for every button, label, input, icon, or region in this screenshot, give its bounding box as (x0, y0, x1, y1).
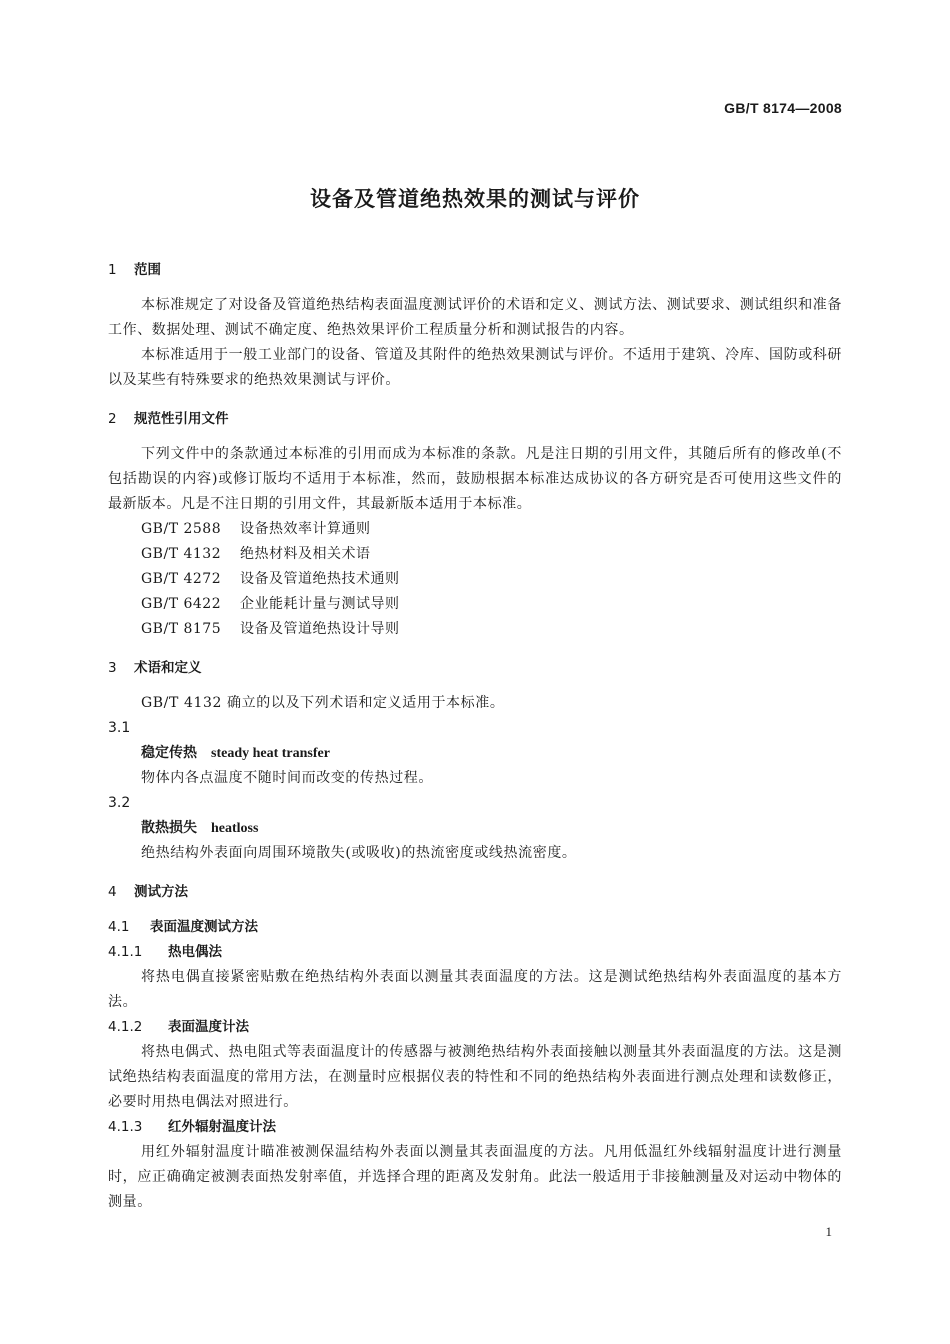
reference-item (108, 542, 842, 567)
section-title: 测试方法 (134, 884, 188, 900)
standard-number: GB/T 8174—2008 (724, 100, 842, 116)
section-number: 2 (108, 411, 117, 427)
reference-item (108, 617, 842, 642)
reference-code: GB/T 8175 (141, 621, 222, 637)
section-2-heading (108, 407, 842, 431)
subsection-4-1-1-heading (108, 940, 842, 965)
section-number: 1 (108, 262, 117, 278)
term-number: 3.2 (108, 795, 131, 811)
subsection-4-1-3-heading (108, 1115, 842, 1140)
section-number: 3 (108, 660, 117, 676)
reference-code: GB/T 4132 (141, 546, 222, 562)
section-title: 术语和定义 (134, 660, 202, 676)
section-number: 4 (108, 884, 117, 900)
subsection-number: 4.1.1 (108, 944, 143, 960)
document-body (108, 258, 842, 1215)
term-heading (108, 816, 842, 841)
section-3-heading (108, 656, 842, 680)
page-number: 1 (825, 1224, 832, 1239)
paragraph: 用红外辐射温度计瞄准被测保温结构外表面以测量其表面温度的方法。凡用低温红外线辐射温度计进行测量时，应正确确定被测表面热发射率值，并选择合理的距离及发射角。此法一般适用于非接触测量及对运动中物体的测量。 (108, 1144, 842, 1210)
subsection-title: 表面温度测试方法 (150, 919, 258, 935)
reference-name: 设备及管道绝热设计导则 (240, 621, 400, 637)
term-definition: 绝热结构外表面向周围环境散失(或吸收)的热流密度或线热流密度。 (141, 845, 577, 861)
document-title: 设备及管道绝热效果的测试与评价 (310, 187, 640, 211)
term-en: heatloss (211, 821, 259, 836)
term-en: steady heat transfer (211, 746, 330, 761)
paragraph: GB/T 4132 确立的以及下列术语和定义适用于本标准。 (141, 695, 505, 711)
subsection-4-1-heading (108, 915, 842, 940)
section-title: 规范性引用文件 (134, 411, 229, 427)
reference-name: 设备热效率计算通则 (240, 521, 371, 537)
section-title: 范围 (134, 262, 161, 278)
reference-code: GB/T 4272 (141, 571, 222, 587)
reference-name: 企业能耗计量与测试导则 (240, 596, 400, 612)
reference-item (108, 592, 842, 617)
subsection-number: 4.1.2 (108, 1019, 143, 1035)
paragraph: 本标准适用于一般工业部门的设备、管道及其附件的绝热效果测试与评价。不适用于建筑、冷库、国防或科研以及某些有特殊要求的绝热效果测试与评价。 (108, 347, 842, 388)
subsection-number: 4.1.3 (108, 1119, 143, 1135)
paragraph: 下列文件中的条款通过本标准的引用而成为本标准的条款。凡是注日期的引用文件，其随后所有的修改单(不包括勘误的内容)或修订版均不适用于本标准，然而，鼓励根据本标准达成协议的各方研究是否可使用这些文件的最新版本。凡是不注日期的引用文件，其最新版本适用于本标准。 (108, 446, 842, 512)
reference-code: GB/T 6422 (141, 596, 222, 612)
reference-item (108, 567, 842, 592)
term-heading (108, 741, 842, 766)
term-definition: 物体内各点温度不随时间而改变的传热过程。 (141, 770, 433, 786)
term-cn: 散热损失 (141, 820, 197, 836)
reference-name: 设备及管道绝热技术通则 (240, 571, 400, 587)
paragraph: 将热电偶直接紧密贴敷在绝热结构外表面以测量其表面温度的方法。这是测试绝热结构外表面温度的基本方法。 (108, 969, 842, 1010)
section-1-heading (108, 258, 842, 282)
subsection-title: 表面温度计法 (168, 1019, 249, 1035)
section-4-heading (108, 880, 842, 904)
subsection-title: 红外辐射温度计法 (168, 1119, 276, 1135)
reference-name: 绝热材料及相关术语 (240, 546, 371, 562)
subsection-4-1-2-heading (108, 1015, 842, 1040)
term-cn: 稳定传热 (141, 745, 197, 761)
subsection-title: 热电偶法 (168, 944, 222, 960)
subsection-number: 4.1 (108, 919, 130, 935)
term-number: 3.1 (108, 720, 131, 736)
reference-item (108, 517, 842, 542)
reference-code: GB/T 2588 (141, 521, 222, 537)
paragraph: 本标准规定了对设备及管道绝热结构表面温度测试评价的术语和定义、测试方法、测试要求、测试组织和准备工作、数据处理、测试不确定度、绝热效果评价工程质量分析和测试报告的内容。 (108, 297, 842, 338)
paragraph: 将热电偶式、热电阻式等表面温度计的传感器与被测绝热结构外表面接触以测量其外表面温度的方法。这是测试绝热结构表面温度的常用方法，在测量时应根据仪表的特性和不同的绝热结构外表面进行测点处理和读数修正，必要时用热电偶法对照进行。 (108, 1044, 842, 1110)
